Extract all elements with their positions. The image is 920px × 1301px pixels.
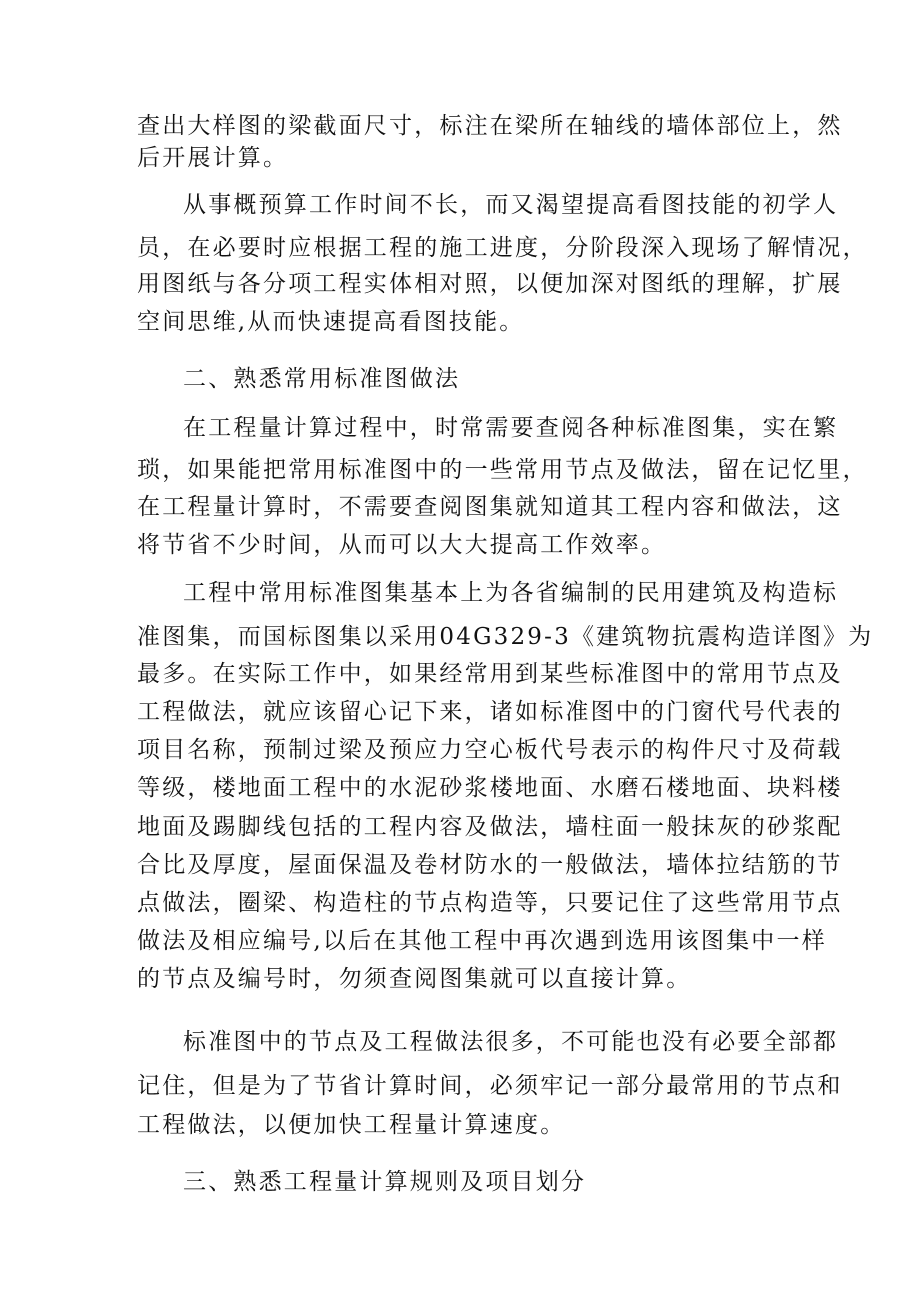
paragraph-line: 工程中常用标准图集基本上为各省编制的民用建筑及构造标	[183, 580, 839, 606]
paragraph-line: 后开展计算。	[137, 145, 289, 171]
paragraph-line: 工程做法，就应该留心记下来，诸如标准图中的门窗代号代表的	[137, 699, 843, 725]
paragraph-line: 查出大样图的梁截面尺寸，标注在梁所在轴线的墙体部位上，然	[137, 113, 843, 139]
section-heading: 三、熟悉工程量计算规则及项目划分	[183, 1169, 587, 1195]
paragraph-line: 标准图中的节点及工程做法很多，不可能也没有必要全部都	[183, 1029, 839, 1055]
paragraph-line: 地面及踢脚线包括的工程内容及做法，墙柱面一般抹灰的砂浆配	[137, 814, 843, 840]
paragraph-line: 琐，如果能把常用标准图中的一些常用节点及做法，留在记忆里，	[137, 457, 868, 483]
paragraph-line: 最多。在实际工作中，如果经常用到某些标准图中的常用节点及	[137, 661, 843, 687]
paragraph-line: 合比及厚度，屋面保温及卷材防水的一般做法，墙体拉结筋的节	[137, 852, 843, 878]
paragraph-line: 空间思维,从而快速提高看图技能。	[137, 309, 525, 335]
paragraph-line: 从事概预算工作时间不长，而又渴望提高看图技能的初学人	[183, 192, 839, 218]
paragraph-line: 的节点及编号时，勿须查阅图集就可以直接计算。	[137, 966, 692, 992]
section-heading: 二、熟悉常用标准图做法	[183, 366, 461, 392]
paragraph-line: 点做法，圈梁、构造柱的节点构造等，只要记住了这些常用节点	[137, 890, 843, 916]
paragraph-line: 准图集，而国标图集以采用04G329-3《建筑物抗震构造详图》为	[137, 624, 874, 650]
paragraph-line: 项目名称，预制过梁及预应力空心板代号表示的构件尺寸及荷载	[137, 737, 843, 763]
paragraph-line: 工程做法，以便加快工程量计算速度。	[137, 1112, 566, 1138]
paragraph-line: 等级，楼地面工程中的水泥砂浆楼地面、水磨石楼地面、块料楼	[137, 775, 843, 801]
paragraph-line: 在工程量计算过程中，时常需要查阅各种标准图集，实在繁	[183, 415, 839, 441]
paragraph-line: 员，在必要时应根据工程的施工进度，分阶段深入现场了解情况，	[137, 235, 868, 261]
paragraph-line: 将节省不少时间，从而可以大大提高工作效率。	[137, 532, 667, 558]
paragraph-line: 记住，但是为了节省计算时间，必须牢记一部分最常用的节点和	[137, 1073, 843, 1099]
paragraph-line: 用图纸与各分项工程实体相对照，以便加深对图纸的理解，扩展	[137, 271, 843, 297]
paragraph-line: 做法及相应编号,以后在其他工程中再次遇到选用该图集中一样	[137, 928, 827, 954]
paragraph-line: 在工程量计算时，不需要查阅图集就知道其工程内容和做法，这	[137, 494, 843, 520]
